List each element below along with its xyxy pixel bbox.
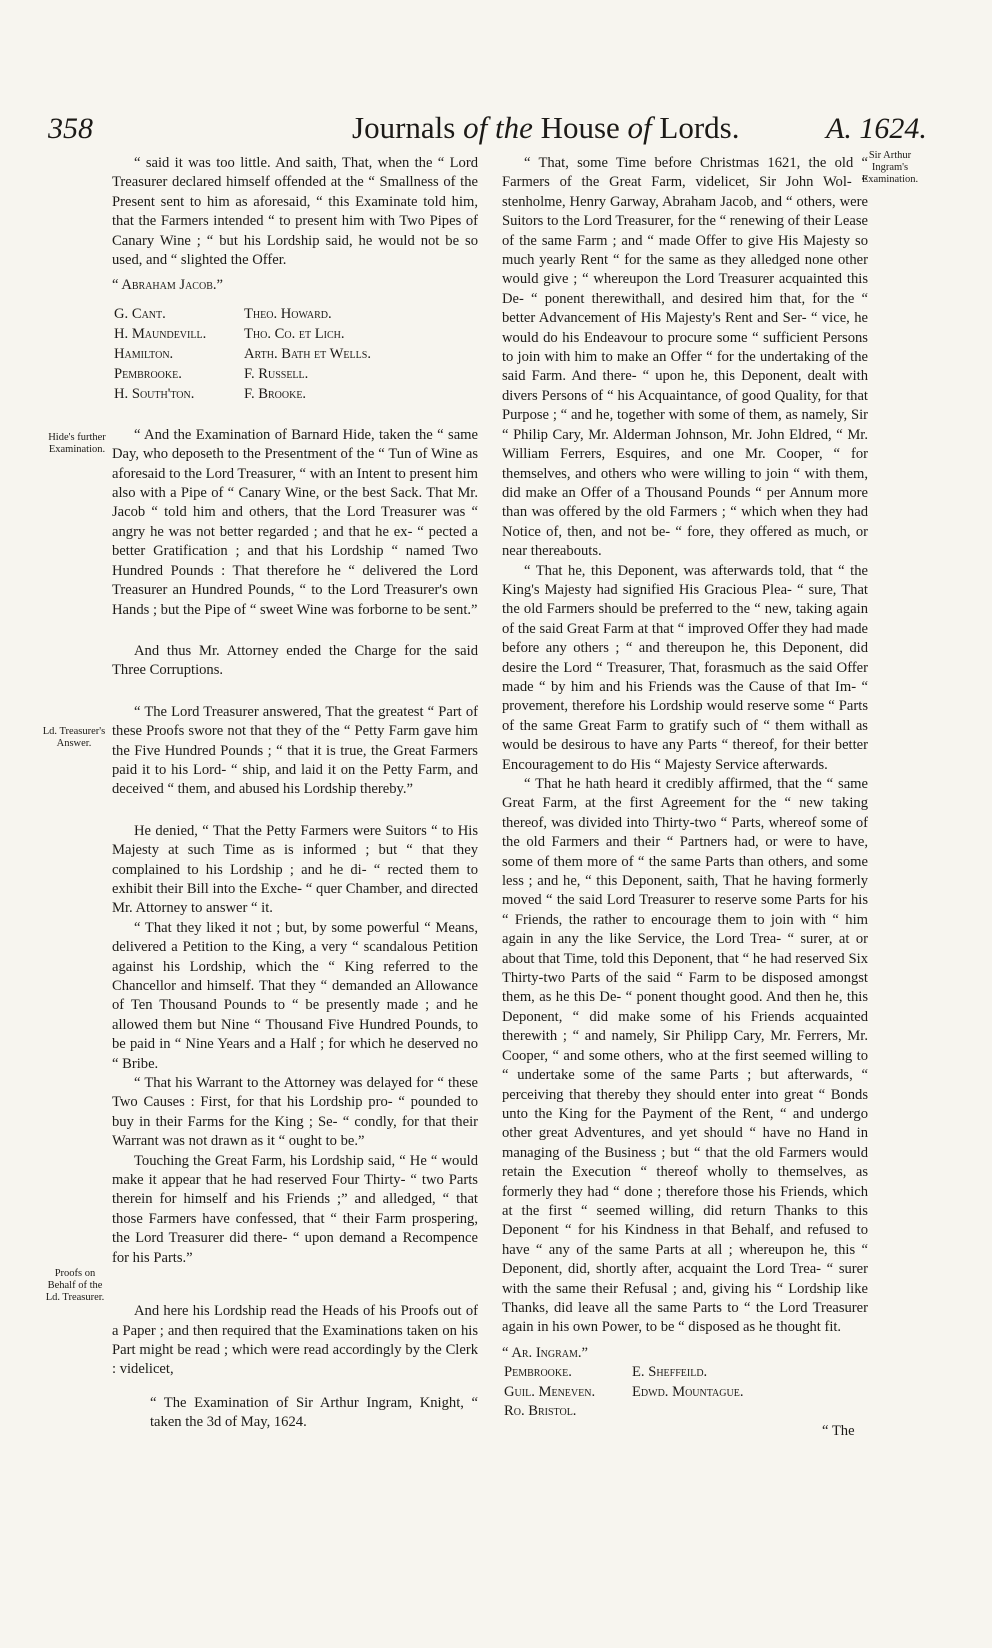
- title-word: of: [627, 110, 652, 145]
- signatory: H. South'ton.: [114, 385, 195, 402]
- left-column: [112, 154, 478, 1433]
- margin-note-proofs: Proofs on Behalf of the Ld. Treasurer.: [45, 1268, 105, 1303]
- paragraph: “ That he hath heard it credibly affirmed, that the “ same Great Farm, at the first Agreement for the “ new taking thereof, was divided into Thirty-two “ Parts, whereof some of the old Farmers and their “ Partners had, or were to have, some of them more of “ the same Parts than others, and some less ; and he, “ this Deponent, saith, That he having formerly moved “ the said Lord Treasurer to reserve some Parts for his “ Friends, the rather to encourage them to join with “ him again in any the like Service, the Lord Trea- “ surer, at or about that Time, told this Deponent, that “ he had reserved Six Thirty-two Parts of the said “ Farm to be disposed amongst them, as he this De- “ ponent thought good. And then he, this Deponent, “ did make some of his Friends acquainted therewith ; “ and namely, Sir Philipp Cary, Mr. Ferrers, Mr. Cooper, “ and some others, who at the first seemed willing to “ undertake some of the same Parts ; but afterwards, “ perceiving that thereby they should enter into great “ Bonds unto the King for the Payment of the Rent, “ and undergo other great Adventures, and yet should “ have no Hand in managing of the Business ; but “ that the old Farmers would retain the Execution “ thereof wholly to themselves, as formerly they had “ done ; therefore those his Friends, which at the first “ seemed willing, did return Thanks to this Deponent “ for his Kindness in that Behalf, and refused to have “ any of the same Parts at all ; whereupon he, this “ Deponent, did, shortly after, acquaint the Lord Trea- “ surer with the same their Refusal ; and, giving his “ Lordship like Thanks, did leave all the same Parts to “ the Lord Treasurer again in his own Power, to be “ disposed as he thought fit.: [502, 776, 868, 1336]
- right-column: [502, 154, 868, 1363]
- signatory: E. Sheffeild.: [632, 1364, 708, 1380]
- title-word: the: [494, 110, 533, 145]
- signatory: Tho. Co. et Lich.: [244, 325, 345, 342]
- running-title: [352, 110, 740, 146]
- paragraph: And thus Mr. Attorney ended the Charge for the said Three Corruptions.: [112, 642, 478, 679]
- paragraph: “ That he, this Deponent, was afterwards told, that “ the King's Majesty had signified His Gracious Plea- “ sure, That the old Farmers should be preferred to the “ new, taking again of the said Great Farm at that “ improved Offer they had made before any others ; “ and thereupon he, this Deponent, did desire the Lord “ Treasurer, That, forasmuch as the said Offer made “ by him and his Friends was the Cause of that Im- “ provement, therefore his Lordship would reserve some “ Parts of the same Great Farm to gratify such of “ them withall as would be desirous to have any Parts “ thereof, for their better Encouragement to do His “ Majesty Service afterwards.: [502, 562, 868, 773]
- title-word: Journals: [352, 110, 456, 145]
- paragraph: Touching the Great Farm, his Lordship said, “ He “ would make it appear that he had reserved Four Thirty- “ two Parts therein for himself and his Friends ;” and alledged, “ that those Farmers have confessed, that “ their Farm prospering, the Lord Treasurer did there- “ upon demand a Recompence for his Parts.”: [112, 1152, 478, 1266]
- signature: “ Ar. Ingram.”: [502, 1344, 589, 1361]
- paragraph: “ That his Warrant to the Attorney was delayed for “ these Two Causes : First, for that his Lordship pro- “ pounded to buy in their Farms for the King ; Se- “ condly, for that their Warrant was not drawn as it “ ought to be.”: [112, 1075, 478, 1150]
- paragraph: “ said it was too little. And saith, That, when the “ Lord Treasurer declared himself offended at the “ Smallness of the Present sent to him as aforesaid, “ this Examinate told him, that the Farmers intended “ to present him with Two Pipes of Canary Wine ; “ but his Lordship said, he would not be so used, and “ slighted the Offer.: [112, 155, 478, 269]
- paragraph: “ The Examination of Sir Arthur Ingram, Knight, “ taken the 3d of May, 1624.: [150, 1394, 478, 1431]
- paragraph: “ The Lord Treasurer answered, That the greatest “ Part of these Proofs swore not that they of the “ Petty Farm gave him the Five Hundred Pounds ; “ that it is true, the Great Farmers paid it to his Lord- “ ship, and laid it on the Petty Farm, and deceived “ them, and abused his Lordship thereby.”: [112, 703, 478, 798]
- margin-note-ingram: Sir Arthur Ingram's Examination.: [861, 150, 919, 185]
- signatory: F. Brooke.: [244, 385, 307, 402]
- margin-note-hide: Hide's further Examination.: [48, 432, 106, 455]
- paragraph: “ That, some Time before Christmas 1621, the old “ Farmers of the Great Farm, videlicet, Sir John Wol- “ stenholme, Henry Garway, Abraham Jacob, and “ others, were Suitors to the Lord Treasurer, for the “ renewing of their Lease of the same Farm ; and “ made Offer to give His Majesty so much yearly Rent “ for the same as they alledged none other would give ; “ whereupon the Lord Treasurer acquainted this De- “ ponent therewithall, and desired him that, for the “ better Advancement of His Majesty's Rent and Ser- “ vice, he would do his Endeavour to procure some “ sufficient Persons to join with him to make an Offer “ for the undertaking of the said Farm. And there- “ upon he, this Deponent, dealt with divers Persons of “ his Acquaintance, of good Quality, for that Purpose ; “ and he, together with some of them, as namely, Sir “ Philip Cary, Mr. Alderman Johnson, Mr. John Eldred, “ Mr. William Ferrers, Esquires, and one Mr. Cooper, “ for themselves, and others who were willing to join “ with them, did make an Offer of a Thousand Pounds “ per Annum more than was offered by the old Farmers ; “ which when they had Notice of, then, and not be- “ fore, they offered as much, or near thereabouts.: [502, 155, 868, 560]
- margin-note-answer: Ld. Treasurer's Answer.: [42, 726, 106, 749]
- signatory: Theo. Howard.: [244, 305, 332, 322]
- title-word: House: [540, 110, 620, 145]
- paragraph: He denied, “ That the Petty Farmers were Suitors “ to His Majesty at such Time as is informed ; but “ that they complained to his Lordship ; and he di- “ rected them to exhibit their Bill into the Exche- “ quer Chamber, and directed Mr. Attorney to answer “ it.: [112, 822, 478, 917]
- paragraph: “ And the Examination of Barnard Hide, taken the “ same Day, who deposeth to the Presentment of the “ Tun of Wine as aforesaid to the Lord Treasurer, “ with an Intent to present him also with a Pipe of “ Canary Wine, or the best Sack. That Mr. Jacob “ told him and others, that the Lord Treasurer was “ angry he was not better regarded ; and that he ex- “ pected a better Gratification ; and that his Lordship “ named Two Hundred Pounds : That therefore he “ delivered the Lord Treasurer an Hundred Pounds, “ to the Lord Treasurer's own Hands ; but the Pipe of “ sweet Wine was forborne to be sent.”: [112, 426, 478, 618]
- paragraph: “ That they liked it not ; but, by some powerful “ Means, delivered a Petition to the King, a very “ scandalous Petition against his Lordship, which the “ King referred to the Chancellor and himself. That they “ demanded an Allowance of Ten Thousand Pounds to “ be presently made ; and he allowed them but Nine “ Thousand Five Hundred Pounds, to be paid in “ Nine Years and a Half ; for which he deserved no “ Bribe.: [112, 919, 478, 1072]
- signatory: G. Cant.: [114, 305, 166, 322]
- signatory: H. Maundevill.: [114, 325, 207, 342]
- page-number: 358: [48, 112, 93, 145]
- title-word: of: [463, 110, 488, 145]
- signatory: Pembrooke.: [504, 1364, 572, 1380]
- year-heading: A. 1624.: [826, 112, 927, 145]
- catchword: “ The: [822, 1423, 855, 1439]
- signatory: Ro. Bristol.: [504, 1403, 577, 1419]
- signatory: Edwd. Mountague.: [632, 1383, 744, 1400]
- signatory: Hamilton.: [114, 345, 174, 362]
- signatory: F. Russell.: [244, 365, 309, 382]
- signatory: Guil. Meneven.: [504, 1383, 596, 1400]
- signature: “ Abraham Jacob.”: [112, 277, 223, 294]
- paragraph: And here his Lordship read the Heads of his Proofs out of a Paper ; and then required that the Examinations taken on his Part might be read ; which were read accordingly by the Clerk : videlicet,: [112, 1303, 478, 1378]
- signatory: Arth. Bath et Wells.: [244, 345, 371, 362]
- signatory-list: [504, 1363, 852, 1422]
- signatory-list: [114, 304, 478, 404]
- title-word: Lords.: [659, 110, 740, 145]
- signatory: Pembrooke.: [114, 365, 182, 382]
